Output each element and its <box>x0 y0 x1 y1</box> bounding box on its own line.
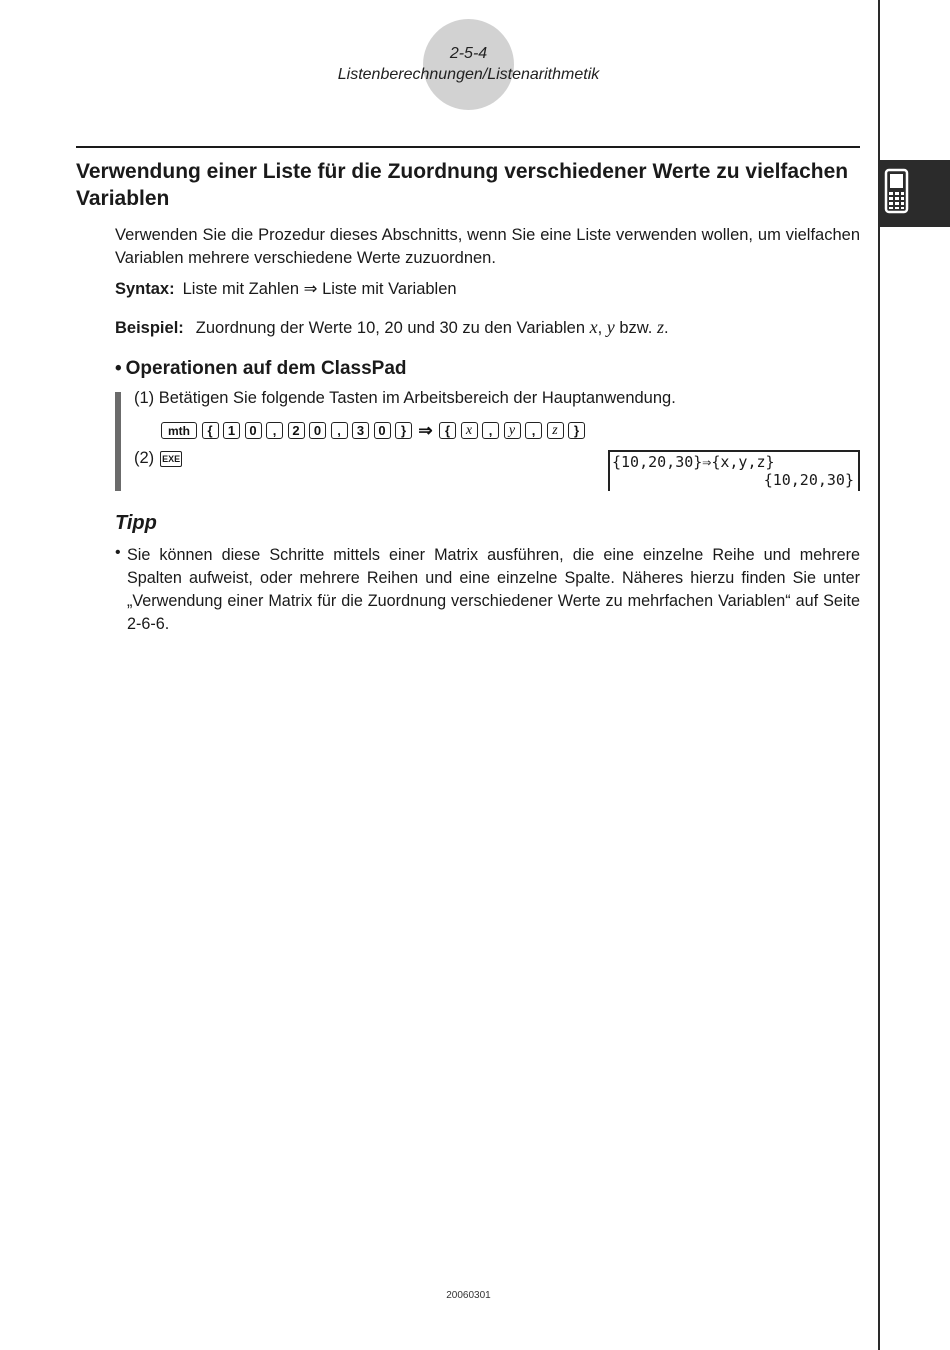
tip-text: Sie können diese Schritte mittels einer Matrix ausführen, die eine einzelne Reihe und mehrere Spalten aufweist, oder mehrere Reihen und eine einzelne Spalte. Näheres hierzu finden Sie unter „Verwendung einer Matrix für die Zuordnung verschiedener Werte zu mehrfachen Variablen“ auf Seite 2-6-6. <box>127 546 860 633</box>
tip-heading: Tipp <box>115 512 157 534</box>
key-y: y <box>504 422 521 439</box>
screen-input-line: {10,20,30}⇒{x,y,z} <box>612 453 775 471</box>
key-1: 1 <box>223 422 240 439</box>
key-z: z <box>547 422 564 439</box>
tip-bullet: • <box>115 544 121 561</box>
section-heading: Verwendung einer Liste für die Zuordnung verschiedener Werte zu vielfachen Variablen <box>76 160 849 210</box>
key-comma: , <box>525 422 542 439</box>
key-2: 2 <box>288 422 305 439</box>
variable-x: x <box>589 317 598 337</box>
operations-heading <box>115 358 407 380</box>
example-text-mid: bzw. <box>614 319 657 337</box>
step-2-label: (2) <box>134 449 155 467</box>
example-line <box>115 317 669 338</box>
exe-key: EXE <box>160 451 182 467</box>
operations-side-bar <box>115 392 121 491</box>
title-rule <box>76 146 860 148</box>
chapter-side-tab <box>880 160 950 227</box>
key-comma: , <box>266 422 283 439</box>
operations-heading-text: Operationen auf dem ClassPad <box>125 358 407 379</box>
screen-result-line: {10,20,30} <box>763 471 854 489</box>
key-0: 0 <box>245 422 262 439</box>
example-text: Zuordnung der Werte 10, 20 und 30 zu den Variablen <box>195 319 590 337</box>
footer-code: 20060301 <box>446 1290 491 1301</box>
step-2 <box>134 449 182 468</box>
key-close-brace: } <box>568 422 585 439</box>
key-x: x <box>461 422 478 439</box>
calculator-icon <box>880 160 950 227</box>
key-mth: mth <box>161 422 197 439</box>
key-open-brace: { <box>202 422 219 439</box>
syntax-line <box>115 279 457 299</box>
example-label: Beispiel: <box>115 319 184 337</box>
key-open-brace: { <box>439 422 456 439</box>
section-title: Listenberechnungen/Listenarithmetik <box>337 66 600 83</box>
example-text-end: . <box>663 319 669 337</box>
key-sequence <box>161 421 585 440</box>
key-comma: , <box>482 422 499 439</box>
key-0: 0 <box>374 422 391 439</box>
operations-bullet: • <box>115 358 122 379</box>
key-store-arrow: ⇒ <box>418 420 433 440</box>
intro-paragraph: Verwenden Sie die Prozedur dieses Abschnitts, wenn Sie eine Liste verwenden wollen, um vielfachen Variablen mehrere verschiedene Werte zuzuordnen. <box>115 226 860 267</box>
key-close-brace: } <box>395 422 412 439</box>
step-1-text: (1) Betätigen Sie folgende Tasten im Arbeitsbereich der Hauptanwendung. <box>134 389 676 407</box>
syntax-label: Syntax: <box>115 280 175 298</box>
header-circle-decoration <box>423 19 514 110</box>
key-0: 0 <box>309 422 326 439</box>
key-3: 3 <box>352 422 369 439</box>
page-number: 2-5-4 <box>449 45 488 62</box>
syntax-text: Liste mit Zahlen ⇒ Liste mit Variablen <box>182 280 457 298</box>
variable-y: y <box>606 317 615 337</box>
variable-z: z <box>656 317 664 337</box>
calculator-screen <box>608 450 860 491</box>
example-separator: , <box>597 319 607 337</box>
key-comma: , <box>331 422 348 439</box>
